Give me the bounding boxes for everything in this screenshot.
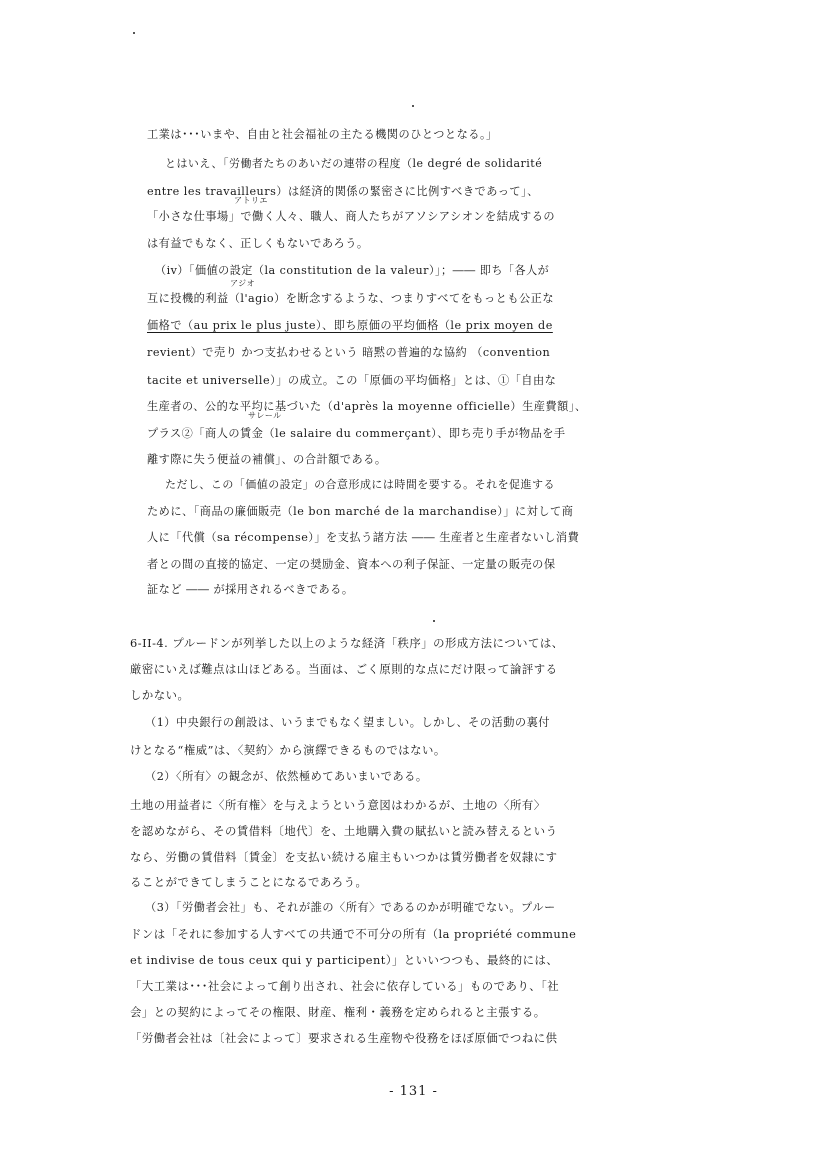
text-line: （iv）「価値の設定（la constitution de la valeur）」；―― 即ち「各人が bbox=[155, 264, 550, 277]
text-line: ることができてしまうことになるであろう。 bbox=[130, 875, 368, 889]
text-line: 離す際に失う便益の補償」、の合計額である。 bbox=[147, 453, 387, 466]
text-line: （2）〈所有〉の観念が、依然極めてあいまいである。 bbox=[145, 770, 428, 783]
text-line: ただし、この「価値の設定」の合意形成には時間を要する。それを促進する bbox=[165, 478, 555, 491]
text-line: プラス②「商人の賃金（le salaire du commerçant）、即ち売り手が物品を手 bbox=[147, 427, 566, 440]
scan-speck bbox=[412, 105, 414, 107]
ruby-agio: アジオ bbox=[230, 279, 256, 288]
text-line: 証など ―― が採用されるべきである。 bbox=[147, 583, 354, 596]
text-line: et indivise de tous ceux qui y participent）」といいつつも、最終的には、 bbox=[130, 953, 559, 967]
text-line: とはいえ、「労働者たちのあいだの連帯の程度（le degré de solidarité bbox=[165, 157, 543, 170]
text-line: ドンは「それに参加する人すべての共通で不可分の所有（la propriété commune bbox=[130, 927, 577, 941]
text-line: を認めながら、その賃借料〔地代〕を、土地購入費の賦払いと読み替えるという bbox=[130, 824, 558, 838]
text-line: （1）中央銀行の創設は、いうまでもなく望ましい。しかし、その活動の裏付 bbox=[145, 716, 550, 729]
text-line: しかない。 bbox=[130, 688, 190, 702]
text-line: なら、労働の賃借料〔賃金〕を支払い続ける雇主もいつかは賃労働者を奴隷にす bbox=[130, 850, 558, 864]
text-line: 人に「代償（sa récompense）」を支払う諸方法 ―― 生産者と生産者ないし消費 bbox=[147, 531, 580, 544]
text-line: 厳密にいえば難点は山ほどある。当面は、ごく原則的な点にだけ限って論評する bbox=[130, 662, 558, 676]
text-line: tacite et universelle）」の成立。この「原価の平均価格」とは、①「自由な bbox=[147, 374, 557, 387]
text-line: 者との間の直接的協定、一定の奨励金、資本への利子保証、一定量の販売の保 bbox=[147, 558, 556, 571]
ruby-salaire: サレール bbox=[248, 411, 282, 420]
text-line: 生産者の、公的な平均に基づいた（d'après la moyenne officielle）生産費額」、 bbox=[147, 400, 587, 413]
text-line: 工業は･･･いまや、自由と社会福祉の主たる機関のひとつとなる。」 bbox=[147, 128, 498, 141]
text-line: 「大工業は･･･社会によって創り出され、社会に依存している」ものであり、「社 bbox=[130, 979, 560, 993]
text-line: 「労働者会社は〔社会によって〕要求される生産物や役務をほぼ原価でつねに供 bbox=[130, 1031, 558, 1045]
text-line: entre les travailleurs）は経済的関係の緊密さに比例すべきであって」、 bbox=[147, 185, 539, 198]
section-heading-line: 6-II-4. プルードンが列挙した以上のような経済「秩序」の形成方法については、 bbox=[130, 636, 564, 650]
text-line: 会」との契約によってその権限、財産、権利・義務を定められると主張する。 bbox=[130, 1005, 546, 1019]
text-line: 価格で（au prix le plus juste）、即ち原価の平均価格（le prix moyen de bbox=[147, 319, 553, 332]
ruby-atelier: アトリエ bbox=[234, 196, 268, 205]
text-line: は有益でもなく、正しくもないであろう。 bbox=[147, 237, 369, 250]
text-line: （3）「労働者会社」も、それが誰の〈所有〉であるのかが明確でない。プルー bbox=[145, 901, 556, 914]
scan-speck bbox=[433, 620, 435, 622]
text-line: 土地の用益者に〈所有権〉を与えようという意図はわかるが、土地の〈所有〉 bbox=[130, 798, 546, 812]
text-line: ために、「商品の廉価販売（le bon marché de la marchandise）」に対して商 bbox=[147, 505, 574, 518]
text-line: けとなる“権威”は、〈契約〉から演繹できるものではない。 bbox=[130, 743, 446, 757]
text-line: 「小さな仕事場」で働く人々、職人、商人たちがアソシアシオンを結成するの bbox=[147, 210, 556, 223]
text-line: 互に投機的利益（l'agio）を断念するような、つまりすべてをもっとも公正な bbox=[147, 292, 555, 305]
scan-speck bbox=[133, 32, 135, 34]
text-line: revient）で売り かつ支払わせるという 暗黙の普遍的な協約 （convention bbox=[147, 346, 551, 359]
page-number: - 131 - bbox=[389, 1084, 438, 1099]
